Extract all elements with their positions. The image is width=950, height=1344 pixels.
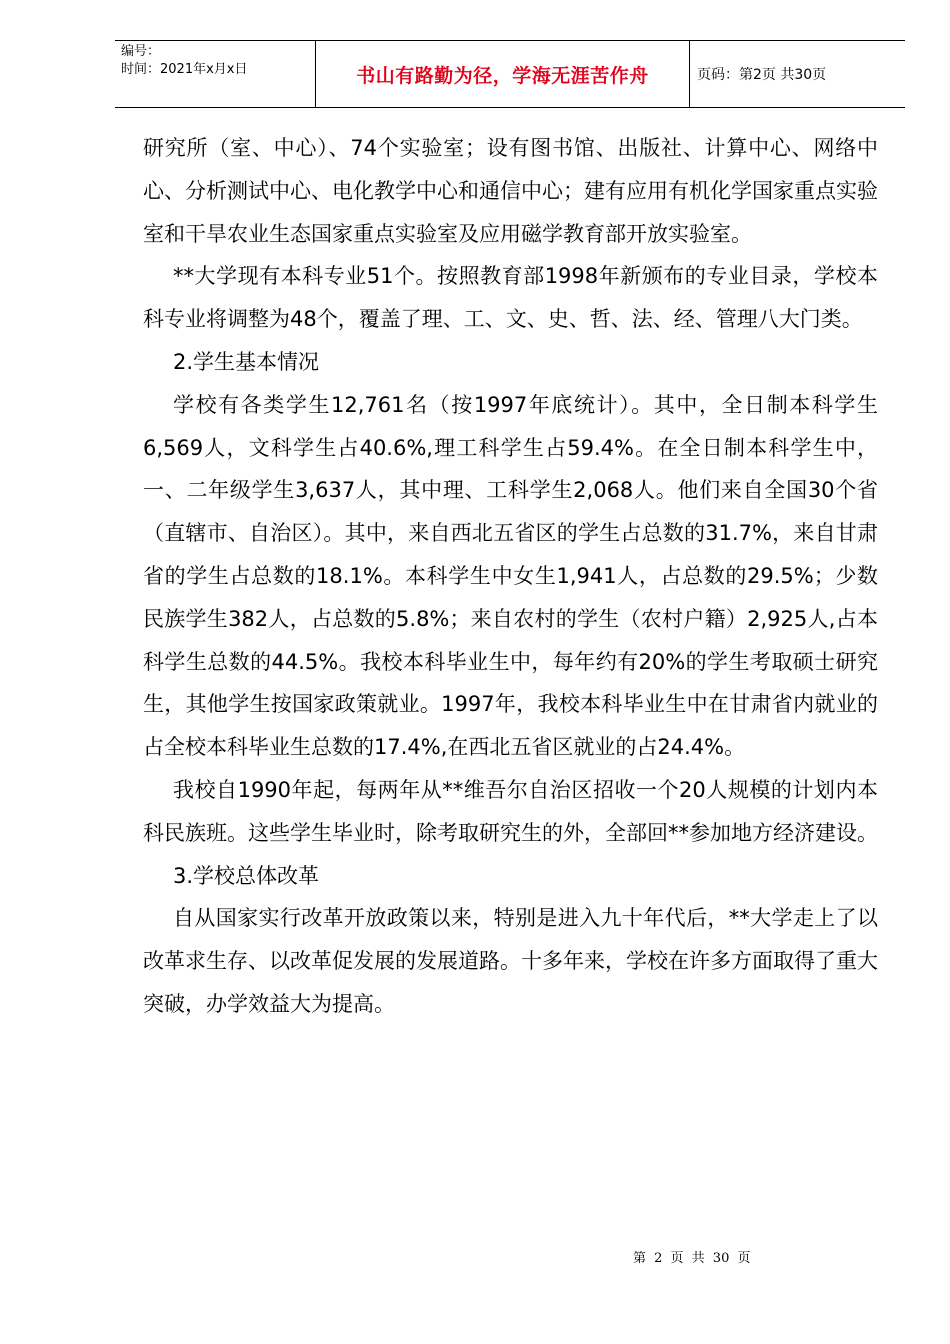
- paragraph: 我校自1990年起，每两年从**维吾尔自治区招收一个20人规模的计划内本科民族班。这些学生毕业时，除考取研究生的外，全部回**参加地方经济建设。: [143, 777, 878, 845]
- paragraph: 学校有各类学生12,761名（按1997年底统计）。其中，全日制本科学生6,569人，文科学生占40.6%,理工科学生占59.4%。在全日制本科学生中，一、二年级学生3,637人，其中理、工科学生2,068人。他们来自全国30个省（直辖市、自治区）。其中，来自西北五省区的学生占总数的31.7%，来自甘肃省的学生占总数的18.1%。本科学生中女生1,941人，占总数的29.5%；少数民族学生382人，占总数的5.8%；来自农村的学生（农村户籍）2,925人,占本科学生总数的44.5%。我校本科毕业生中，每年约有20%的学生考取硕士研究生，其他学生按国家政策就业。1997年，我校本科毕业生中在甘肃省内就业的占全校本科毕业生总数的17.4%,在西北五省区就业的占24.4%。: [143, 392, 878, 760]
- document-body: [143, 127, 878, 1026]
- header-motto: 书山有路勤为径，学海无涯苦作舟: [356, 64, 649, 87]
- paragraph: 自从国家实行改革开放政策以来，特别是进入九十年代后，**大学走上了以改革求生存、以改革促发展的发展道路。十多年来，学校在许多方面取得了重大突破，办学效益大为提高。: [143, 906, 878, 1016]
- page-header: [115, 40, 905, 108]
- paragraph: 研究所（室、中心）、74个实验室；设有图书馆、出版社、计算中心、网络中心、分析测试中心、电化教学中心和通信中心；建有应用有机化学国家重点实验室和干旱农业生态国家重点实验室及应用磁学教育部开放实验室。: [143, 136, 878, 246]
- header-page-info: 页码：第2页 共30页: [697, 67, 827, 83]
- paragraph: **大学现有本科专业51个。按照教育部1998年新颁布的专业目录，学校本科专业将调整为48个，覆盖了理、工、文、史、哲、法、经、管理八大门类。: [143, 264, 878, 332]
- section-heading: 2.学生基本情况: [173, 349, 320, 374]
- page-footer: 第 2 页 共 30 页: [633, 1251, 751, 1266]
- time-label: 时间：2021年x月x日: [121, 62, 248, 77]
- number-label: 编号：: [121, 44, 161, 59]
- header-divider: [689, 41, 690, 107]
- section-heading: 3.学校总体改革: [173, 863, 320, 888]
- header-meta: [115, 41, 315, 107]
